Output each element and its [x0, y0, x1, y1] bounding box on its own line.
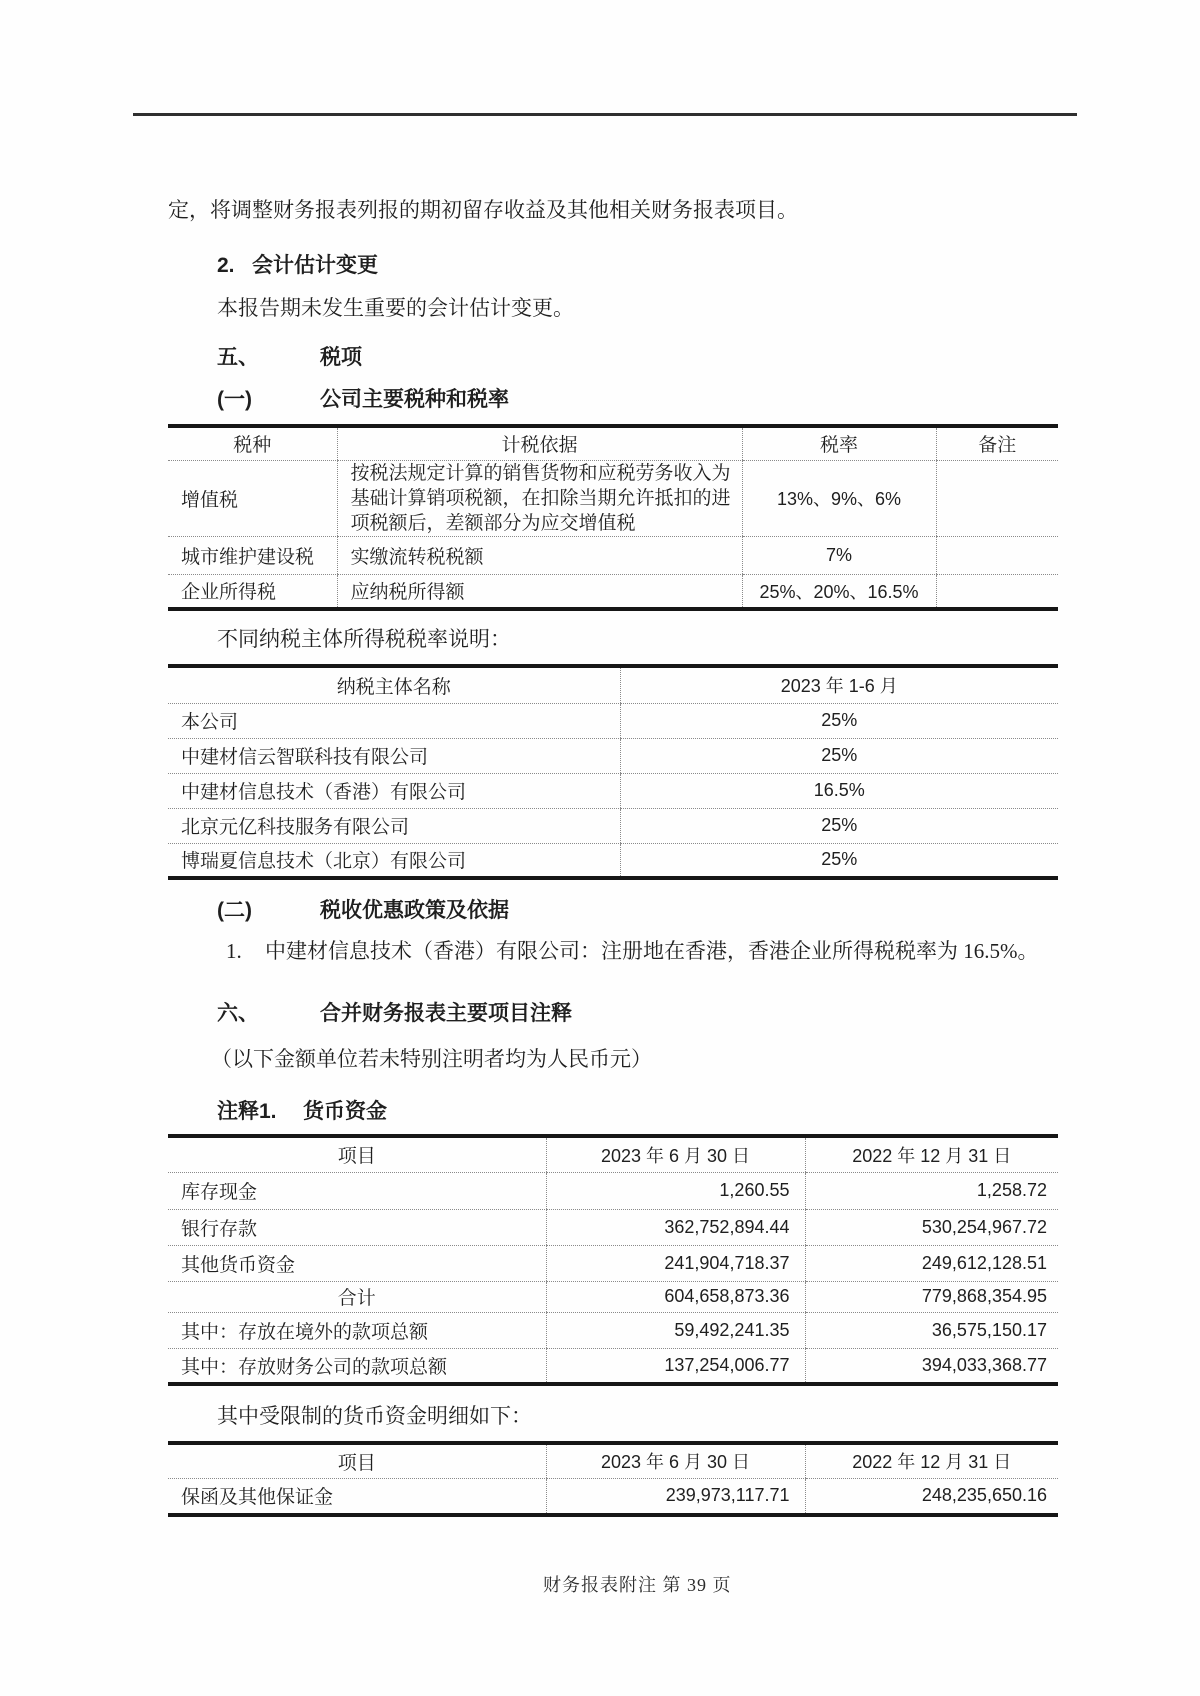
- table-row: [168, 1478, 1058, 1515]
- table-row: [168, 1209, 1058, 1245]
- table-row: [168, 460, 1058, 536]
- cell-value-2022: 249,612,128.51: [805, 1245, 1058, 1281]
- intro-paragraph: 定，将调整财务报表列报的期初留存收益及其他相关财务报表项目。: [168, 198, 798, 222]
- table-row: [168, 1312, 1058, 1348]
- table-row: [168, 1172, 1058, 1209]
- heading-number: 注释1.: [217, 1100, 277, 1123]
- cell-tax-note: [936, 536, 1058, 574]
- header-rule: [133, 113, 1077, 116]
- table-row: [168, 773, 1058, 808]
- cell-item: 其中：存放财务公司的款项总额: [168, 1348, 546, 1384]
- estimate-change-body: 本报告期未发生重要的会计估计变更。: [217, 296, 574, 320]
- table-row: [168, 1245, 1058, 1281]
- cell-rate: 25%: [620, 703, 1058, 738]
- heading-number: 六、: [217, 1002, 259, 1025]
- table-row: [168, 703, 1058, 738]
- cell-rate: 25%: [620, 808, 1058, 843]
- tax-rates-table: [168, 424, 1058, 611]
- cell-item: 其中：存放在境外的款项总额: [168, 1312, 546, 1348]
- cell-entity: 中建材信息技术（香港）有限公司: [168, 773, 620, 808]
- cell-tax-note: [936, 574, 1058, 609]
- cell-value-2023: 604,658,873.36: [546, 1281, 805, 1312]
- table-header-row: [168, 666, 1058, 703]
- cell-rate: 25%: [620, 738, 1058, 773]
- table-row: [168, 808, 1058, 843]
- table-header-row: [168, 1136, 1058, 1172]
- column-header: 计税依据: [337, 426, 742, 460]
- cell-entity: 北京元亿科技服务有限公司: [168, 808, 620, 843]
- heading-tax-preference: [217, 897, 509, 924]
- cell-value-2023: 239,973,117.71: [546, 1478, 805, 1515]
- cell-tax-rate: 13%、9%、6%: [742, 460, 936, 536]
- cell-tax-basis: 应纳税所得额: [337, 574, 742, 609]
- cell-tax-basis: 实缴流转税税额: [337, 536, 742, 574]
- cell-rate: 16.5%: [620, 773, 1058, 808]
- cell-item: 合计: [168, 1281, 546, 1312]
- heading-main-taxes: [217, 386, 509, 413]
- column-header: 项目: [168, 1443, 546, 1478]
- entity-rate-note: 不同纳税主体所得税税率说明：: [217, 627, 511, 651]
- cell-value-2022: 394,033,368.77: [805, 1348, 1058, 1384]
- item-text: 中建材信息技术（香港）有限公司：注册地在香港，香港企业所得税税率为 16.5%。: [265, 939, 1039, 963]
- heading-note1-monetary-funds: [217, 1098, 387, 1125]
- cell-tax-basis: 按税法规定计算的销售货物和应税劳务收入为基础计算销项税额，在扣除当期允许抵扣的进项税额后，差额部分为应交增值税: [337, 460, 742, 536]
- cell-rate: 25%: [620, 843, 1058, 878]
- cell-value-2022: 248,235,650.16: [805, 1478, 1058, 1515]
- cell-value-2022: 530,254,967.72: [805, 1209, 1058, 1245]
- monetary-funds-table: [168, 1134, 1058, 1386]
- cell-item: 保函及其他保证金: [168, 1478, 546, 1515]
- cell-value-2022: 1,258.72: [805, 1172, 1058, 1209]
- heading-estimate-change: [217, 252, 378, 279]
- column-header: 项目: [168, 1136, 546, 1172]
- cell-value-2023: 137,254,006.77: [546, 1348, 805, 1384]
- restricted-funds-note: 其中受限制的货币资金明细如下：: [217, 1404, 532, 1428]
- table-header-row: [168, 1443, 1058, 1478]
- restricted-funds-table: [168, 1441, 1058, 1517]
- heading-number: 五、: [217, 346, 259, 369]
- column-header: 2023 年 1-6 月: [620, 666, 1058, 703]
- heading-number: (二): [217, 899, 252, 922]
- column-header: 备注: [936, 426, 1058, 460]
- table-row: [168, 843, 1058, 878]
- column-header: 2023 年 6 月 30 日: [546, 1136, 805, 1172]
- cell-tax-rate: 25%、20%、16.5%: [742, 574, 936, 609]
- column-header: 2023 年 6 月 30 日: [546, 1443, 805, 1478]
- cell-item: 其他货币资金: [168, 1245, 546, 1281]
- column-header: 2022 年 12 月 31 日: [805, 1443, 1058, 1478]
- cell-item: 银行存款: [168, 1209, 546, 1245]
- cell-tax-type: 增值税: [168, 460, 337, 536]
- currency-unit-note: （以下金额单位若未特别注明者均为人民币元）: [211, 1047, 652, 1071]
- cell-value-2023: 1,260.55: [546, 1172, 805, 1209]
- column-header: 2022 年 12 月 31 日: [805, 1136, 1058, 1172]
- column-header: 税率: [742, 426, 936, 460]
- cell-entity: 本公司: [168, 703, 620, 738]
- cell-item: 库存现金: [168, 1172, 546, 1209]
- heading-title: 合并财务报表主要项目注释: [320, 1002, 572, 1025]
- cell-value-2022: 779,868,354.95: [805, 1281, 1058, 1312]
- cell-entity: 博瑞夏信息技术（北京）有限公司: [168, 843, 620, 878]
- heading-title: 货币资金: [303, 1100, 387, 1123]
- heading-title: 税项: [320, 346, 362, 369]
- tax-preference-item: [226, 938, 1039, 965]
- item-number: 1.: [226, 939, 242, 963]
- heading-tax-section: [217, 344, 362, 371]
- table-row: [168, 738, 1058, 773]
- table-row: [168, 536, 1058, 574]
- cell-tax-type: 城市维护建设税: [168, 536, 337, 574]
- cell-value-2023: 362,752,894.44: [546, 1209, 805, 1245]
- cell-entity: 中建材信云智联科技有限公司: [168, 738, 620, 773]
- cell-tax-type: 企业所得税: [168, 574, 337, 609]
- column-header: 税种: [168, 426, 337, 460]
- cell-value-2023: 59,492,241.35: [546, 1312, 805, 1348]
- heading-title: 税收优惠政策及依据: [320, 899, 509, 922]
- heading-consolidated-notes: [217, 1000, 572, 1027]
- heading-title: 公司主要税种和税率: [320, 388, 509, 411]
- table-row: [168, 574, 1058, 609]
- page-footer: 财务报表附注 第 39 页: [543, 1575, 732, 1595]
- heading-title: 会计估计变更: [252, 254, 378, 277]
- heading-number: 2.: [217, 254, 235, 277]
- cell-value-2023: 241,904,718.37: [546, 1245, 805, 1281]
- cell-value-2022: 36,575,150.17: [805, 1312, 1058, 1348]
- column-header: 纳税主体名称: [168, 666, 620, 703]
- cell-tax-rate: 7%: [742, 536, 936, 574]
- table-row: [168, 1348, 1058, 1384]
- cell-tax-note: [936, 460, 1058, 536]
- heading-number: (一): [217, 388, 252, 411]
- table-header-row: [168, 426, 1058, 460]
- table-row-total: [168, 1281, 1058, 1312]
- entity-rates-table: [168, 664, 1058, 880]
